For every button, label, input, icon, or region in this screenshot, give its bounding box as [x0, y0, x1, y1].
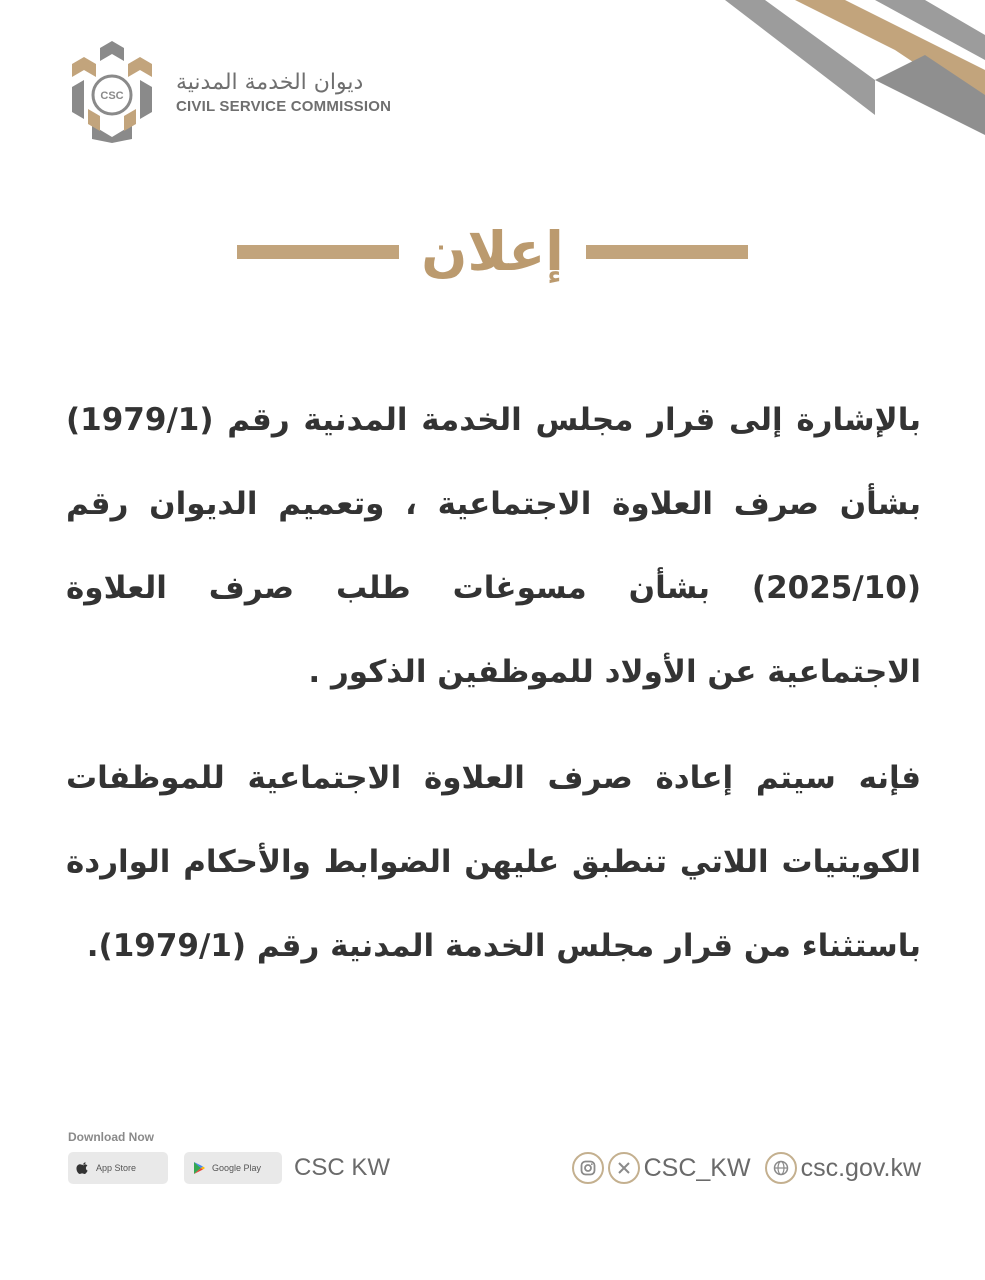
instagram-icon[interactable] [572, 1152, 604, 1184]
announcement-title-row [0, 212, 985, 292]
apple-icon [76, 1161, 90, 1175]
org-logo [62, 36, 391, 146]
paragraph-1-text: بالإشارة إلى قرار مجلس الخدمة المدنية رقم (1979/1) بشأن صرف العلاوة الاجتماعية ، وتعميم الديوان رقم (2025/10) بشأن مسوغات طلب صرف العلاوة الاجتماعية عن الأولاد للموظفين الذكور . [66, 402, 921, 690]
org-name-arabic: ديوان الخدمة المدنية [176, 69, 364, 95]
corner-decoration [725, 0, 985, 140]
paragraph-2 [66, 736, 921, 988]
app-store-button[interactable] [68, 1152, 168, 1184]
website-link[interactable]: csc.gov.kw [800, 1154, 921, 1182]
announcement-title: إعلان [421, 220, 564, 283]
social-handle[interactable]: CSC_KW [643, 1154, 751, 1182]
google-play-icon [192, 1161, 206, 1175]
footer [0, 1120, 985, 1200]
download-label: Download Now [68, 1130, 154, 1144]
logo-badge-text: CSC [100, 90, 124, 102]
app-name: CSC KW [294, 1154, 390, 1181]
org-name-english: CIVIL SERVICE COMMISSION [176, 97, 392, 115]
x-icon[interactable] [608, 1152, 640, 1184]
title-bar-left [237, 245, 399, 259]
csc-logo-mark [62, 39, 162, 143]
social-links [572, 1150, 921, 1186]
app-store-label: App Store [96, 1163, 137, 1173]
paragraph-2-text: فإنه سيتم إعادة صرف العلاوة الاجتماعية للموظفات الكويتيات اللاتي تنطبق عليهن الضوابط والأحكام الواردة باستثناء من قرار مجلس الخدمة المدنية رقم (1979/1). [66, 760, 921, 964]
google-play-button[interactable] [184, 1152, 282, 1184]
google-play-label: Google Play [212, 1163, 262, 1173]
paragraph-1 [66, 378, 921, 714]
globe-icon[interactable] [765, 1152, 797, 1184]
title-bar-right [586, 245, 748, 259]
